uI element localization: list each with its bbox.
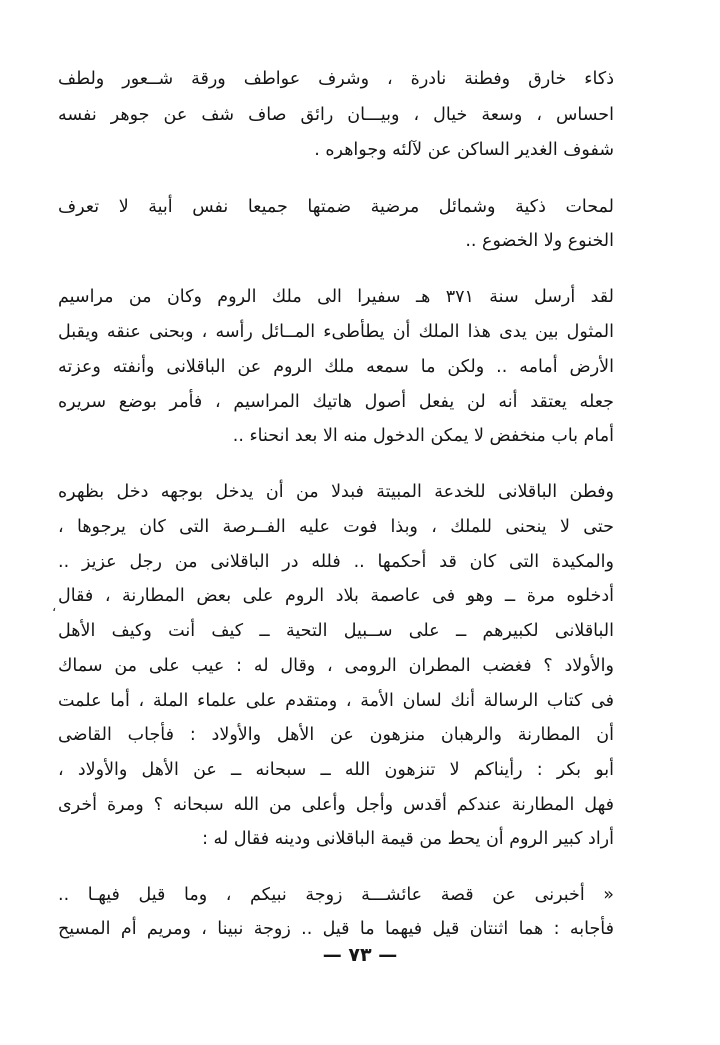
paragraph-4-line-8: أن المطارنة والرهبان منزهون عن الأهل والأولاد : فأجاب القاضى (58, 725, 614, 745)
paragraph-1-line-1: ذكاء خارق وفطنة نادرة ، وشرف عواطف ورقة شــعور ولطف (58, 69, 614, 89)
page-number: — ٧٣ — (322, 944, 398, 966)
paragraph-3-line-3: الأرض أمامه .. ولكن ما سمعه ملك الروم عن الباقلانى وأنفته وعزته (58, 357, 614, 377)
paragraph-4-line-10: فهل المطارنة عندكم أقدس وأجل وأعلى من الله سبحانه ؟ ومرة أخرى (58, 795, 614, 815)
paragraph-4-line-11: أراد كبير الروم أن يحط من قيمة الباقلانى ودينه فقال له : (202, 829, 614, 849)
paragraph-3-line-1: لقد أرسل سنة ٣٧١ هـ سفيرا الى ملك الروم وكان من مراسيم (58, 287, 614, 307)
margin-mark: ، (52, 600, 57, 615)
paragraph-1-line-3: شفوف الغدير الساكن عن لآلئه وجواهره . (314, 140, 614, 160)
paragraph-2-line-1: لمحات ذكية وشمائل مرضية ضمتها جميعا نفس أبية لا تعرف (58, 197, 614, 217)
paragraph-5-line-2: فأجابه : هما اثنتان قيل فيهما ما قيل .. زوجة نبينا ، ومريم أم المسيح (58, 919, 614, 939)
paragraph-4-line-4: أدخلوه مرة ــ وهو فى عاصمة بلاد الروم على بعض المطارنة ، فقال (58, 586, 614, 606)
paragraph-4-line-3: والمكيدة التى كان قد أحكمها .. فلله در الباقلانى من رجل عزيز .. (58, 552, 614, 572)
paragraph-4-line-2: حتى لا ينحنى للملك ، وبذا فوت عليه الفــرصة التى كان يرجوها ، (58, 517, 614, 537)
paragraph-4-line-6: والأولاد ؟ فغضب المطران الرومى ، وقال له : عيب على من سماك (58, 656, 614, 676)
paragraph-4-line-9: أبو بكر : رأيناكم لا تنزهون الله ــ سبحانه ــ عن الأهل والأولاد ، (58, 760, 614, 780)
paragraph-4-line-7: فى كتاب الرسالة أنك لسان الأمة ، ومتقدم على علماء الملة ، أما علمت (58, 691, 614, 711)
paragraph-1-line-2: احساس ، وسعة خيال ، وبيـــان رائق صاف شف عن جوهر نفسه (58, 105, 614, 125)
paragraph-4-line-1: وفطن الباقلانى للخدعة المبيتة فبدلا من أن يدخل بوجهه دخل بظهره (58, 482, 614, 502)
paragraph-3-line-4: جعله يعتقد أنه لن يفعل أصول هاتيك المراسيم ، فأمر بوضع سريره (58, 392, 614, 412)
paragraph-2-line-2: الخنوع ولا الخضوع .. (465, 231, 614, 251)
paragraph-5-line-1: « أخبرنى عن قصة عائشـــة زوجة نبيكم ، وما قيل فيهـا .. (58, 885, 614, 905)
paragraph-3-line-2: المثول بين يدى هذا الملك أن يطأطىء المــائل رأسه ، وبحنى عنقه ويقبل (58, 322, 614, 342)
paragraph-4-line-5: الباقلانى لكبيرهم ــ على ســبيل التحية ــ كيف أنت وكيف الأهل (58, 621, 614, 641)
book-page (58, 58, 614, 1018)
paragraph-3-line-5: أمام باب منخفض لا يمكن الدخول منه الا بعد انحناء .. (232, 426, 614, 446)
